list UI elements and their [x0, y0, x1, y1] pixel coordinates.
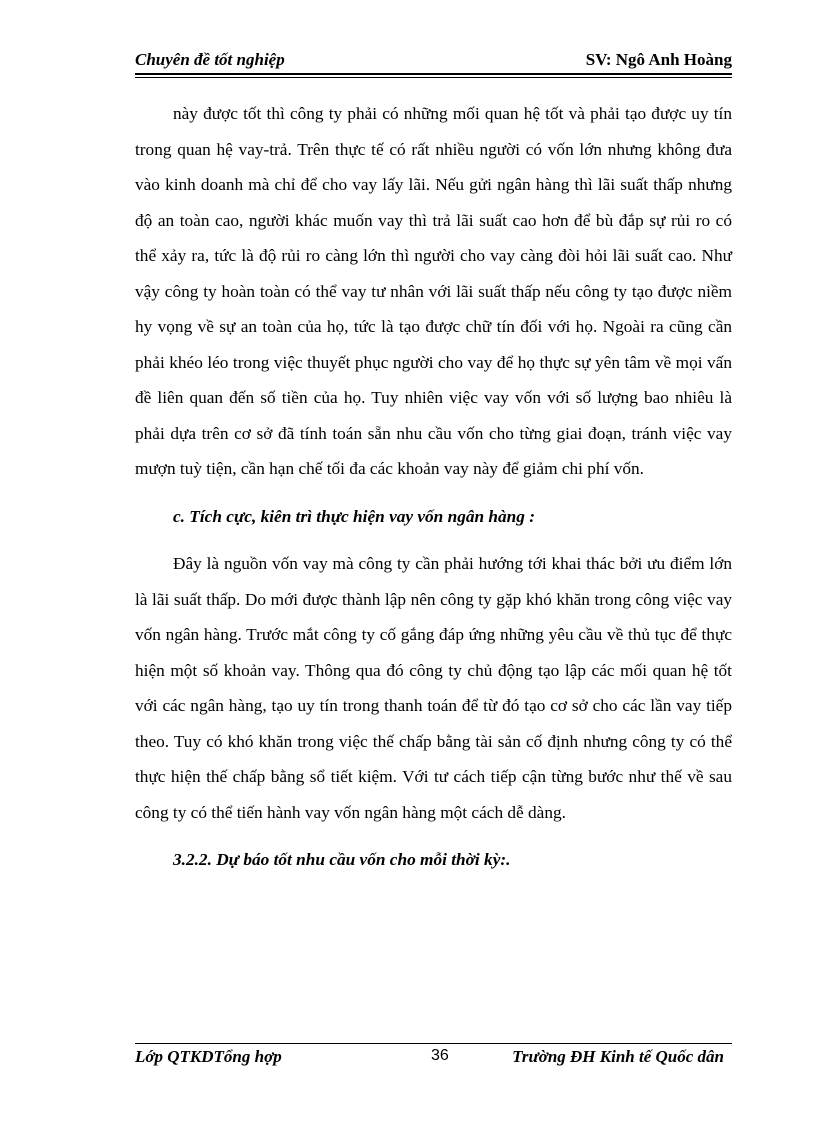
footer-university: Trường ĐH Kinh tế Quốc dân: [512, 1047, 724, 1066]
page-footer: [135, 1047, 732, 1073]
header-document-type: Chuyên đề tốt nghiệp: [135, 50, 285, 69]
header-rule-thick: [135, 73, 732, 75]
footer-class-name: Lớp QTKDTổng hợp: [135, 1047, 282, 1066]
header-student-name: SV: Ngô Anh Hoàng: [585, 50, 732, 69]
paragraph-loans-private: này được tốt thì công ty phải có những mối quan hệ tốt và phải tạo được uy tín trong quan hệ vay-trả. Trên thực tế có rất nhiều người có vốn lớn nhưng không đưa vào kinh doanh mà chỉ để cho vay lấy lãi. Nếu gửi ngân hàng thì lãi suất thấp nhưng độ an toàn cao, người khác muốn vay thì trả lãi suất cao hơn để bù đắp sự rủi ro có thể xảy ra, tức là độ rủi ro càng lớn thì người cho vay càng đòi hỏi lãi suất cao. Như vậy công ty hoàn toàn có thể vay tư nhân với lãi suất thấp nếu công ty tạo được niềm hy vọng về sự an toàn của họ, tức là tạo được chữ tín đối với họ. Ngoài ra cũng cần phải khéo léo trong việc thuyết phục người cho vay để họ thực sự yên tâm về mọi vấn đề liên quan đến số tiền của họ. Tuy nhiên việc vay vốn với số lượng bao nhiêu là phải dựa trên cơ sở đã tính toán sẵn nhu cầu vốn cho từng giai đoạn, tránh việc vay mượn tuỳ tiện, cần hạn chế tối đa các khoản vay này để giảm chi phí vốn.: [135, 104, 732, 478]
section-heading-c: c. Tích cực, kiên trì thực hiện vay vốn ngân hàng :: [173, 506, 536, 526]
header-rule-thin: [135, 77, 732, 78]
paragraph-bank-loans: Đây là nguồn vốn vay mà công ty cần phải hướng tới khai thác bởi ưu điểm lớn là lãi suất thấp. Do mới được thành lập nên công ty gặp khó khăn trong công việc vay vốn ngân hàng. Trước mắt công ty cố gắng đáp ứng những yêu cầu về thủ tục để thực hiện một số khoản vay. Thông qua đó công ty chủ động tạo lập các mối quan hệ tốt với các ngân hàng, tạo uy tín trong thanh toán để từ đó tạo cơ sở cho các lần vay tiếp theo. Tuy có khó khăn trong việc thế chấp bằng tài sản cố định nhưng công ty có thể thực hiện thế chấp bằng sổ tiết kiệm. Với tư cách tiếp cận từng bước như thế về sau công ty có thể tiến hành vay vốn ngân hàng một cách dễ dàng.: [135, 554, 732, 822]
footer-rule: [135, 1043, 732, 1044]
page-body: [135, 96, 732, 878]
page-number: 36: [431, 1047, 449, 1064]
section-heading-3-2-2: 3.2.2. Dự báo tốt nhu cầu vốn cho mỗi thời kỳ:.: [173, 850, 511, 869]
